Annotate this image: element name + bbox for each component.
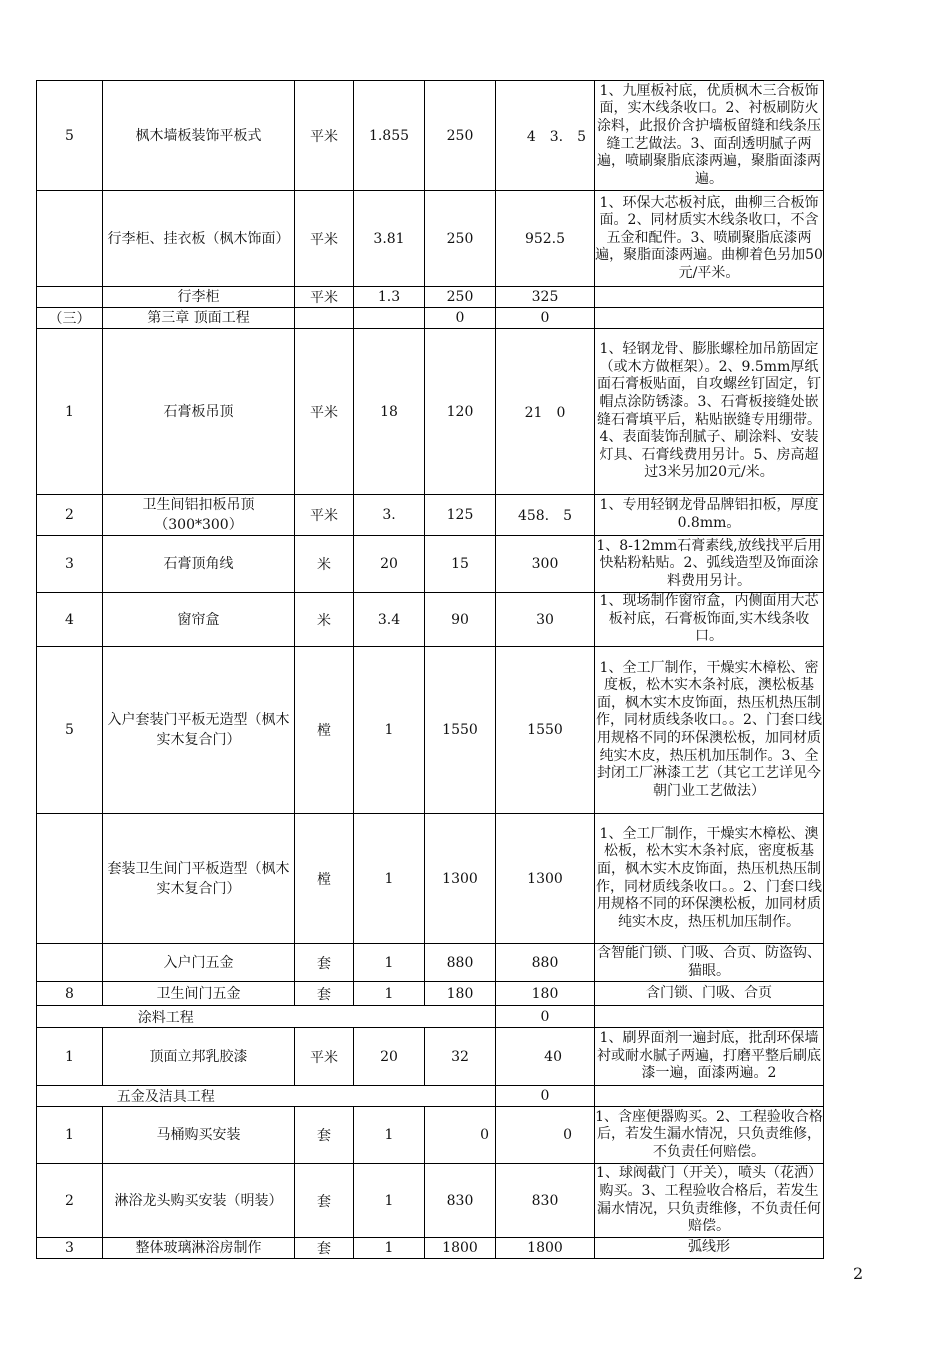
table-row [37, 647, 824, 814]
item-name: 淋浴龙头购买安装（明装） [103, 1164, 295, 1238]
item-desc: 1、全工厂制作，干燥实木樟松、密度板，松木实木条衬底，澳松板基面，枫木实木皮饰面，热压机热压制作，同材质线条收口。。2、门套口线用规格不同的环保澳松板，加同材质纯实木皮，热压机加压制作。3、全封闭工厂淋漆工艺（其它工艺详见今朝门业工艺做法） [595, 647, 824, 814]
item-desc: 1、全工厂制作，干燥实木樟松、澳松板，松木实木条衬底，密度板基面，枫木实木皮饰面，热压机热压制作，同材质线条收口。。2、门套口线用规格不同的环保澳松板，加同材质纯实木皮，热压机加压制作。 [595, 814, 824, 944]
item-price: 880 [425, 944, 496, 982]
item-price: 0 [425, 1107, 496, 1164]
item-name: 行李柜 [103, 287, 295, 308]
item-total: 21 0 [496, 329, 595, 495]
item-unit: 平米 [295, 191, 354, 287]
item-total: 0 [496, 1107, 595, 1164]
item-desc: 弧线形 [595, 1238, 824, 1259]
item-name: 第三章 顶面工程 [103, 308, 295, 329]
item-no: （三） [37, 308, 103, 329]
item-desc: 含门锁、门吸、合页 [595, 982, 824, 1006]
item-price: 90 [425, 593, 496, 647]
item-unit: 平米 [295, 287, 354, 308]
item-qty: 1 [354, 944, 425, 982]
section-title: 五金及洁具工程 [37, 1086, 295, 1107]
item-total: 0 [496, 308, 595, 329]
item-name: 入户门五金 [103, 944, 295, 982]
item-price: 0 [425, 308, 496, 329]
item-desc: 1、8-12mm石膏素线,放线找平后用快粘粉粘贴。2、弧线造型及饰面涂料费用另计。 [595, 536, 824, 593]
item-unit: 套 [295, 1164, 354, 1238]
table-row [37, 593, 824, 647]
item-qty: 1 [354, 1107, 425, 1164]
item-qty: 18 [354, 329, 425, 495]
item-no: 2 [37, 1164, 103, 1238]
item-price: 250 [425, 191, 496, 287]
table-row [37, 81, 824, 191]
item-price: 32 [425, 1028, 496, 1086]
item-total: 325 [496, 287, 595, 308]
item-name: 套装卫生间门平板造型（枫木实木复合门） [103, 814, 295, 944]
item-total: 1800 [496, 1238, 595, 1259]
item-qty: 1.855 [354, 81, 425, 191]
item-name: 入户套装门平板无造型（枫木实木复合门） [103, 647, 295, 814]
item-qty: 1.3 [354, 287, 425, 308]
item-qty: 20 [354, 1028, 425, 1086]
item-no: 5 [37, 647, 103, 814]
table-row [37, 536, 824, 593]
item-qty: 3.4 [354, 593, 425, 647]
item-unit: 平米 [295, 1028, 354, 1086]
item-desc: 1、含座便器购买。2、工程验收合格后，若发生漏水情况，只负责维修，不负责任何赔偿。 [595, 1107, 824, 1164]
item-price: 1550 [425, 647, 496, 814]
item-desc: 1、九厘板衬底，优质枫木三合板饰面，实木线条收口。2、衬板刷防火涂料，此报价含护墙板留缝和线条压缝工艺做法。3、面刮透明腻子两遍，喷刷聚脂底漆两遍，聚脂面漆两遍。 [595, 81, 824, 191]
item-name: 整体玻璃淋浴房制作 [103, 1238, 295, 1259]
item-total: 40 [496, 1028, 595, 1086]
item-desc: 1、现场制作窗帘盒，内侧面用大芯板衬底，石膏板饰面,实木线条收口。 [595, 593, 824, 647]
item-no: 8 [37, 982, 103, 1006]
item-qty: 3. [354, 495, 425, 536]
table-row [37, 814, 824, 944]
table-row [37, 191, 824, 287]
item-no [37, 814, 103, 944]
item-total: 830 [496, 1164, 595, 1238]
item-total: 458. 5 [496, 495, 595, 536]
item-unit: 樘 [295, 814, 354, 944]
item-unit: 平米 [295, 81, 354, 191]
table-row [37, 982, 824, 1006]
item-desc: 1、环保大芯板衬底，曲柳三合板饰面。2、同材质实木线条收口，不含五金和配件。3、喷刷聚脂底漆两遍，聚脂面漆两遍。曲柳着色另加50元/平米。 [595, 191, 824, 287]
item-no [37, 191, 103, 287]
quotation-table [36, 80, 824, 1259]
item-unit: 套 [295, 1238, 354, 1259]
item-price: 180 [425, 982, 496, 1006]
item-no [37, 287, 103, 308]
item-qty: 1 [354, 647, 425, 814]
item-total: 880 [496, 944, 595, 982]
item-desc: 1、刷界面剂一遍封底，批刮环保墙衬或耐水腻子两遍，打磨平整后刷底漆一遍，面漆两遍。2 [595, 1028, 824, 1086]
item-total: 180 [496, 982, 595, 1006]
item-total: 0 [496, 1086, 595, 1107]
item-qty [354, 308, 425, 329]
table-row [37, 287, 824, 308]
item-qty: 1 [354, 1164, 425, 1238]
item-name: 石膏板吊顶 [103, 329, 295, 495]
item-price: 250 [425, 81, 496, 191]
item-no: 3 [37, 536, 103, 593]
table-row [37, 1107, 824, 1164]
item-price: 125 [425, 495, 496, 536]
item-qty: 1 [354, 814, 425, 944]
item-price: 120 [425, 329, 496, 495]
item-name: 卫生间门五金 [103, 982, 295, 1006]
table-row [37, 1028, 824, 1086]
item-name: 卫生间铝扣板吊顶（300*300） [103, 495, 295, 536]
item-qty: 20 [354, 536, 425, 593]
item-qty: 3.81 [354, 191, 425, 287]
item-desc [595, 287, 824, 308]
table-row [37, 1164, 824, 1238]
item-no: 3 [37, 1238, 103, 1259]
item-name: 顶面立邦乳胶漆 [103, 1028, 295, 1086]
item-price: 830 [425, 1164, 496, 1238]
item-unit: 樘 [295, 647, 354, 814]
item-no: 4 [37, 593, 103, 647]
item-no: 5 [37, 81, 103, 191]
item-desc: 含智能门锁、门吸、合页、防盗钩、猫眼。 [595, 944, 824, 982]
item-name: 行李柜、挂衣板（枫木饰面） [103, 191, 295, 287]
item-price: 15 [425, 536, 496, 593]
table-row [37, 944, 824, 982]
item-desc: 1、专用轻钢龙骨品牌铝扣板，厚度0.8mm。 [595, 495, 824, 536]
item-desc: 1、轻钢龙骨、膨胀螺栓加吊筋固定（或木方做框架）。2、9.5mm厚纸面石膏板贴面，自攻螺丝钉固定，钉帽点涂防锈漆。3、石膏板接缝处嵌缝石膏填平后，粘贴嵌缝专用绷带。4、表面装饰刮腻子、刷涂料、安装灯具、石膏线费用另计。5、房高超过3米另加20元/米。 [595, 329, 824, 495]
item-unit: 平米 [295, 495, 354, 536]
item-price: 1800 [425, 1238, 496, 1259]
item-unit: 米 [295, 593, 354, 647]
table-row [37, 495, 824, 536]
item-no: 1 [37, 1107, 103, 1164]
item-total: 4 3. 5 [496, 81, 595, 191]
table-row [37, 329, 824, 495]
item-total: 30 [496, 593, 595, 647]
item-unit: 套 [295, 944, 354, 982]
item-name: 马桶购买安装 [103, 1107, 295, 1164]
item-total: 1300 [496, 814, 595, 944]
item-qty: 1 [354, 982, 425, 1006]
section-title: 涂料工程 [37, 1006, 295, 1028]
section-row [37, 1086, 824, 1107]
page-number: 2 [853, 1264, 864, 1283]
table-row [37, 308, 824, 329]
item-price: 1300 [425, 814, 496, 944]
item-no [37, 944, 103, 982]
section-row [37, 1006, 824, 1028]
item-unit: 套 [295, 1107, 354, 1164]
item-qty: 1 [354, 1238, 425, 1259]
item-no: 1 [37, 1028, 103, 1086]
item-total: 300 [496, 536, 595, 593]
item-name: 石膏顶角线 [103, 536, 295, 593]
item-desc: 1、球阀截门（开关），喷头（花洒）购买。3、工程验收合格后，若发生漏水情况，只负责维修，不负责任何赔偿。 [595, 1164, 824, 1238]
item-total: 952.5 [496, 191, 595, 287]
item-total: 0 [496, 1006, 595, 1028]
item-unit [295, 308, 354, 329]
item-no: 2 [37, 495, 103, 536]
item-desc [595, 308, 824, 329]
item-no: 1 [37, 329, 103, 495]
table-row [37, 1238, 824, 1259]
item-unit: 米 [295, 536, 354, 593]
item-unit: 套 [295, 982, 354, 1006]
item-unit: 平米 [295, 329, 354, 495]
item-total: 1550 [496, 647, 595, 814]
item-name: 窗帘盒 [103, 593, 295, 647]
item-name: 枫木墙板装饰平板式 [103, 81, 295, 191]
item-price: 250 [425, 287, 496, 308]
